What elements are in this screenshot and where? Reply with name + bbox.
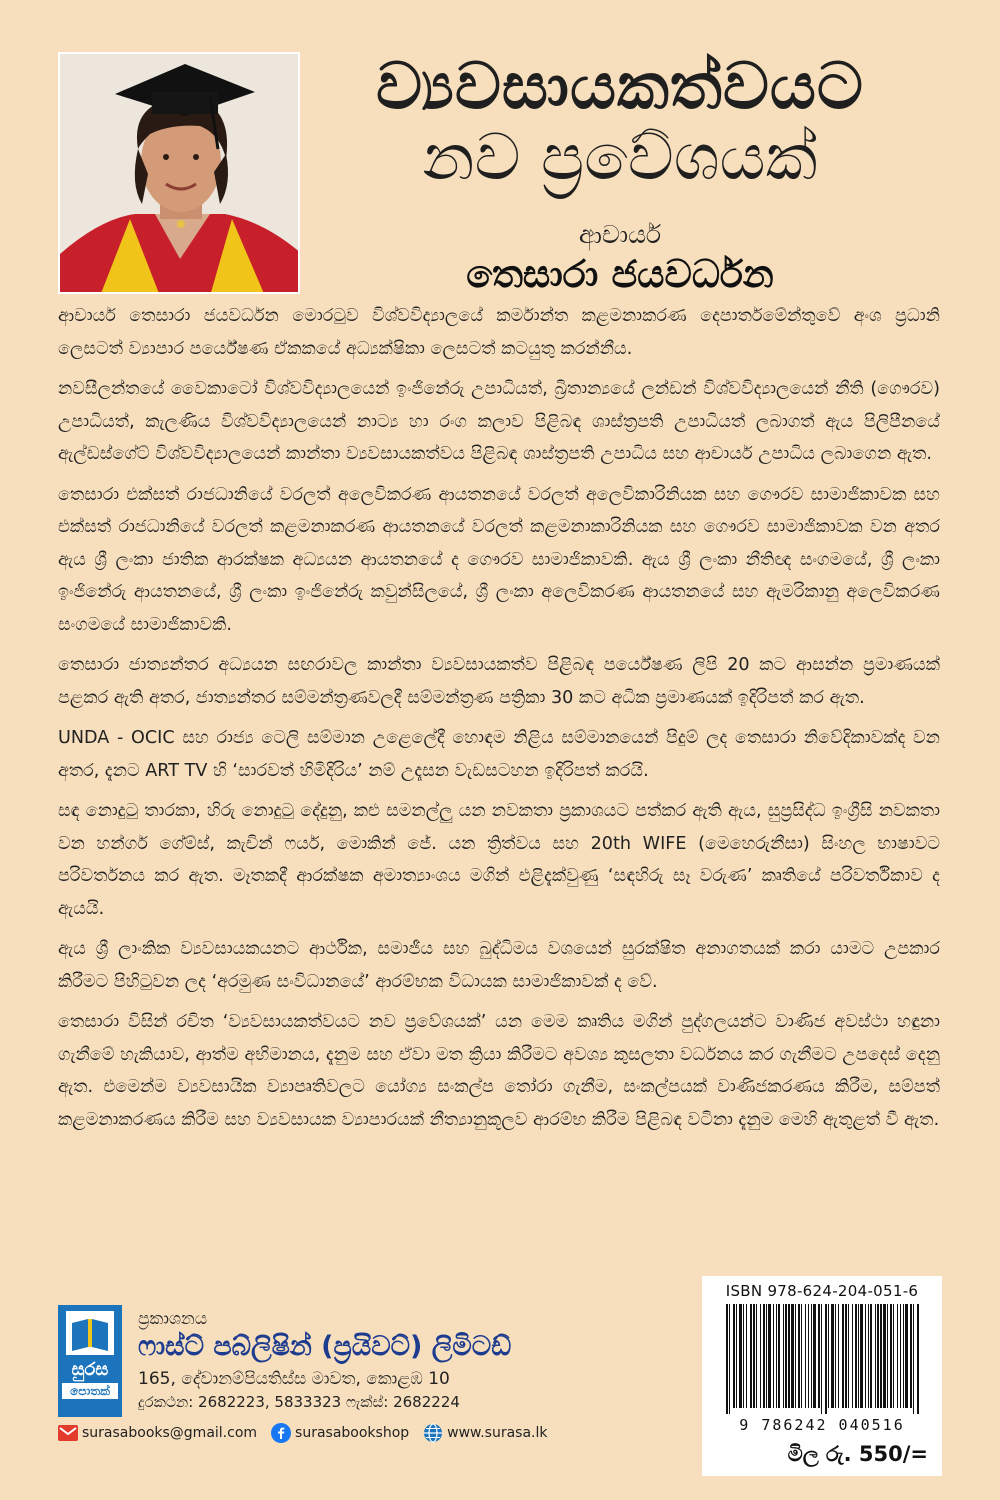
author-biography [58, 300, 940, 1144]
barcode-bar [768, 1304, 771, 1408]
email-text: surasabooks@gmail.com [82, 1425, 258, 1441]
author-name: තෙසාරා ජයවර්ධන [466, 251, 774, 296]
paragraph: ආචාර්ය තෙසාරා ජයවර්ධන මොරටුව විශ්වවිද්‍යාලයේ කර්මාන්ත කළමනාකරණ දෙපාර්තමේන්තුවේ අංශ ප්‍රධානි ලෙසටත් ව්‍යාපාර පර්යේෂණ ඒකකයේ අධ්‍යක්ෂිකා ලෙසටත් කටයුතු කරන්නීය. [58, 306, 940, 359]
barcode-box [702, 1276, 942, 1476]
paragraph: තෙසාරා ජාත්‍යන්තර අධ්‍යයන සඟරාවල කාන්තා ව්‍යවසායකත්ව පිළිබඳ පර්යේෂණ ලිපි 20 කට ආසන්න ප්‍රමාණයක් පළකර ඇති අතර, ජාත්‍යන්තර සම්මන්ත්‍රණවලදී සම්මන්ත්‍රණ පත්‍රිකා 30 කට අධික ප්‍රමාණයක් ඉදිරිපත් කර ඇත. [58, 655, 940, 708]
barcode-bar [848, 1304, 849, 1408]
paragraph: තෙසාරා එක්සත් රාජධානියේ වරලත් අලෙවිකරණ ආයතනයේ වරලත් අලෙවිකාරිනියක සහ ගෞරව සාමාජිකාවක සහ එක්සත් රාජධානියේ වරලත් කළමනාකරණ ආයතනයේ වරලත් කළමනාකාරිනියක සහ ගෞරව සාමාජිකාවක වන අතර ඇය ශ්‍රී ලංකා ජාතික ආරක්ෂක අධ්‍යයන ආයතනයේ ද ගෞරව සාමාජිකාවකි. ඇය ශ්‍රී ලංකා නීතිඥ සංගමයේ, ශ්‍රී ලංකා ඉංජිනේරු ආයතනයේ, ශ්‍රී ලංකා ඉංජිනේරු කවුන්සිලයේ, ශ්‍රී ලංකා අලෙවිකරණ ආයතනයේ සහ ඇමරිකානු අලෙවිකරණ සංගමයේ සාමාජිකාවකි. [58, 484, 940, 635]
author-title: ආචාර්ය [578, 219, 662, 249]
publisher-block [58, 1305, 688, 1445]
barcode-bar [813, 1304, 816, 1408]
barcode-bar [726, 1304, 728, 1414]
barcode-bar [917, 1304, 919, 1414]
barcode-bar [852, 1304, 853, 1408]
email-contact[interactable] [58, 1425, 257, 1441]
barcode-bar [868, 1304, 869, 1408]
barcode-bar [766, 1304, 767, 1408]
barcode-bar [733, 1304, 735, 1408]
barcode-bar [750, 1304, 752, 1408]
barcode-bar [897, 1304, 898, 1408]
paragraph: ඇය ශ්‍රී ලාංකික ව්‍යවසායකයනට ආර්ථික, සමාජීය සහ බුද්ධිමය වශයෙන් සුරක්ෂිත අනාගතයක් කරා යාමට උපකාර කිරීමට පිහිටුවන ලද ‘අරමුණ සංවිධානයේ’ ආරම්භක විධායක සාමාජිකාවක් ද වේ. [58, 939, 940, 992]
barcode-bar [753, 1304, 755, 1408]
facebook-contact[interactable] [271, 1423, 409, 1443]
barcode-bar [756, 1304, 757, 1408]
barcode-bar [736, 1304, 737, 1408]
barcode-bar [808, 1304, 809, 1408]
facebook-icon [271, 1423, 291, 1443]
barcode-bar [845, 1304, 847, 1408]
barcode-bar [870, 1304, 872, 1408]
logo-text-pothak: පොතක් [62, 1383, 118, 1399]
barcode-bar [763, 1304, 765, 1408]
barcode-bar [838, 1304, 839, 1408]
barcode-digits: 9 786242 040516 [739, 1416, 905, 1434]
barcode-bars [722, 1304, 922, 1414]
price-label: මිල රු. 550/= [787, 1442, 928, 1466]
paragraph: තෙසාරා විසින් රචිත ‘ව්‍යවසායකත්වයට නව ප්‍රවේශයක්’ යන මෙම කෘතිය මගින් පුද්ගලයන්ට වාණිජ අවස්ථා හඳුනා ගැනීමේ හැකියාව, ආත්ම අභිමානය, දැනුම සහ ඒවා මත ක්‍රියා කිරීමට අවශ්‍ය කුසලතා වර්ධනය කර ගැනීමට උපදෙස් දෙනු ඇත. එමෙන්ම ව්‍යවසායික ව්‍යාපෘතිවලට යෝග්‍ය සංකල්ප තෝරා ගැනීම, සංකල්පයක් වාණිජකරණය කිරීම, සම්පත් කළමනාකරණය කිරීම සහ ව්‍යවසායක ව්‍යාපාරයක් නීත්‍යානුකූලව ආරම්භ කිරීම පිළිබඳ වටිනා දැනුම මෙහි ඇතුළත් වී ඇත. [58, 1012, 940, 1130]
contact-row [58, 1423, 556, 1443]
barcode-bar [729, 1304, 730, 1414]
globe-icon [423, 1423, 443, 1443]
website-text: www.surasa.lk [447, 1425, 548, 1441]
open-book-icon [66, 1311, 114, 1355]
barcode-bar [890, 1304, 892, 1408]
barcode-bar [788, 1304, 790, 1408]
barcode-bar [821, 1304, 822, 1414]
barcode-bar [880, 1304, 882, 1408]
paragraph: UNDA - OCIC සහ රාජ්‍ය ටෙලි සම්මාන උළෙලේදී හොඳම නිළිය සම්මානයෙන් පිදුම් ලද තෙසාරා නිවේදිකාවක්ද වන අතර, දැනට ART TV හි ‘සාරවත් හිමිදිරිය’ නම් උදෑසන වැඩසටහන ඉදිරිපත් කරයි. [58, 728, 940, 781]
barcode-bar [805, 1304, 806, 1408]
barcode-bar [811, 1304, 812, 1408]
barcode-bar [855, 1304, 857, 1408]
barcode-bar [825, 1304, 827, 1414]
barcode-bar [746, 1304, 747, 1408]
barcode-bar [913, 1304, 914, 1414]
barcode-bar [842, 1304, 844, 1408]
barcode-bar [860, 1304, 863, 1408]
logo-text-surasa: සුරස [71, 1359, 109, 1380]
barcode-bar [883, 1304, 886, 1408]
title-block [300, 52, 940, 297]
publisher-phone: දුරකථන: 2682223, 5833323 ෆැක්ස්: 2682224 [138, 1393, 460, 1411]
barcode-bar [801, 1304, 802, 1408]
barcode-bar [776, 1304, 777, 1408]
barcode-bar [905, 1304, 908, 1408]
author-photo [58, 52, 300, 294]
barcode-bar [795, 1304, 796, 1408]
barcode-bar [831, 1304, 834, 1408]
barcode-bar [877, 1304, 879, 1408]
barcode-bar [773, 1304, 774, 1408]
facebook-text: surasabookshop [295, 1425, 410, 1441]
barcode-bar [818, 1304, 820, 1408]
email-icon [58, 1425, 78, 1441]
barcode-bar [778, 1304, 780, 1408]
book-title-line1: ව්‍යවසායකත්වයට [376, 50, 864, 124]
barcode-bar [893, 1304, 894, 1408]
publisher-address: 165, දේවානම්පියතිස්ස මාවත, කොළඹ 10 [138, 1369, 450, 1389]
barcode-bar [760, 1304, 761, 1408]
author-photo-illustration [60, 54, 300, 294]
barcode-bar [875, 1304, 876, 1408]
barcode-bar [887, 1304, 888, 1408]
barcode-bar [828, 1304, 829, 1408]
paragraph: නවසීලන්තයේ වෛකාටෝ විශ්වවිද්‍යාලයෙන් ඉංජිනේරු උපාධියත්, බ්‍රිතාන්‍යයේ ලන්ඩන් විශ්වවිද්‍යාලයෙන් නීති (ගෞරව) උපාධියත්, කැලණිය විශ්වවිද්‍යාලයෙන් නාට්‍ය හා රංග කලාව පිළිබඳ ශාස්ත්‍රපති උපාධියත් ලබාගත් ඇය පිලිපීනයේ ඇල්ඩස්ගේට් විශ්වවිද්‍යාලයෙන් කාන්තා ව්‍යවසායකත්වය පිළිබඳ ශාස්ත්‍රපති උපාධිය සහ ආචාර්ය උපාධිය ලබාගෙන ඇත. [58, 379, 940, 464]
barcode-bar [858, 1304, 859, 1408]
barcode-bar [835, 1304, 836, 1408]
barcode-bar [783, 1304, 784, 1408]
barcode-bar [910, 1304, 912, 1408]
barcode-bar [739, 1304, 742, 1408]
publisher-name: ෆාස්ට් පබ්ලිෂින් (ප්‍රයිවට්) ලිමිටඩ් [138, 1331, 512, 1362]
isbn-text: ISBN 978-624-204-051-6 [725, 1282, 919, 1300]
publisher-logo [58, 1305, 122, 1417]
barcode-bar [900, 1304, 901, 1408]
publisher-label: ප්‍රකාශනය [138, 1309, 208, 1329]
barcode-bar [798, 1304, 800, 1408]
barcode-bar [865, 1304, 866, 1408]
website-contact[interactable] [423, 1423, 547, 1443]
barcode-bar [903, 1304, 904, 1408]
barcode-bar [743, 1304, 744, 1408]
book-title-line2: නව ප්‍රවේශයක් [422, 121, 818, 196]
paragraph: සඳ නොදුටු තාරකා, හිරු නොදුටු දේදුනු, කළු සමනල්ලු යන නවකතා ප්‍රකාශයට පත්කර ඇති ඇය, සුප්‍රසිද්ධ ඉංග්‍රීසි නවකතා වන හන්ගර් ගේම්ස්, කැචින් ෆයර්, මොකින් ජේ. යන ත්‍රිත්වය සහ 20th WIFE (මෙහෙරුනීසා) සිංහල භාෂාවට පරිවර්තනය කර ඇත. මෑතකදී ආරක්ෂක අමාත්‍යාංශය මගින් එළිදැක්වුණු ‘සඳහිරු සෑ වරුණ’ කෘතියේ පරිවර්තිකාව ද ඇයයි. [58, 801, 940, 919]
barcode-bar [785, 1304, 787, 1408]
barcode-bar [791, 1304, 794, 1408]
